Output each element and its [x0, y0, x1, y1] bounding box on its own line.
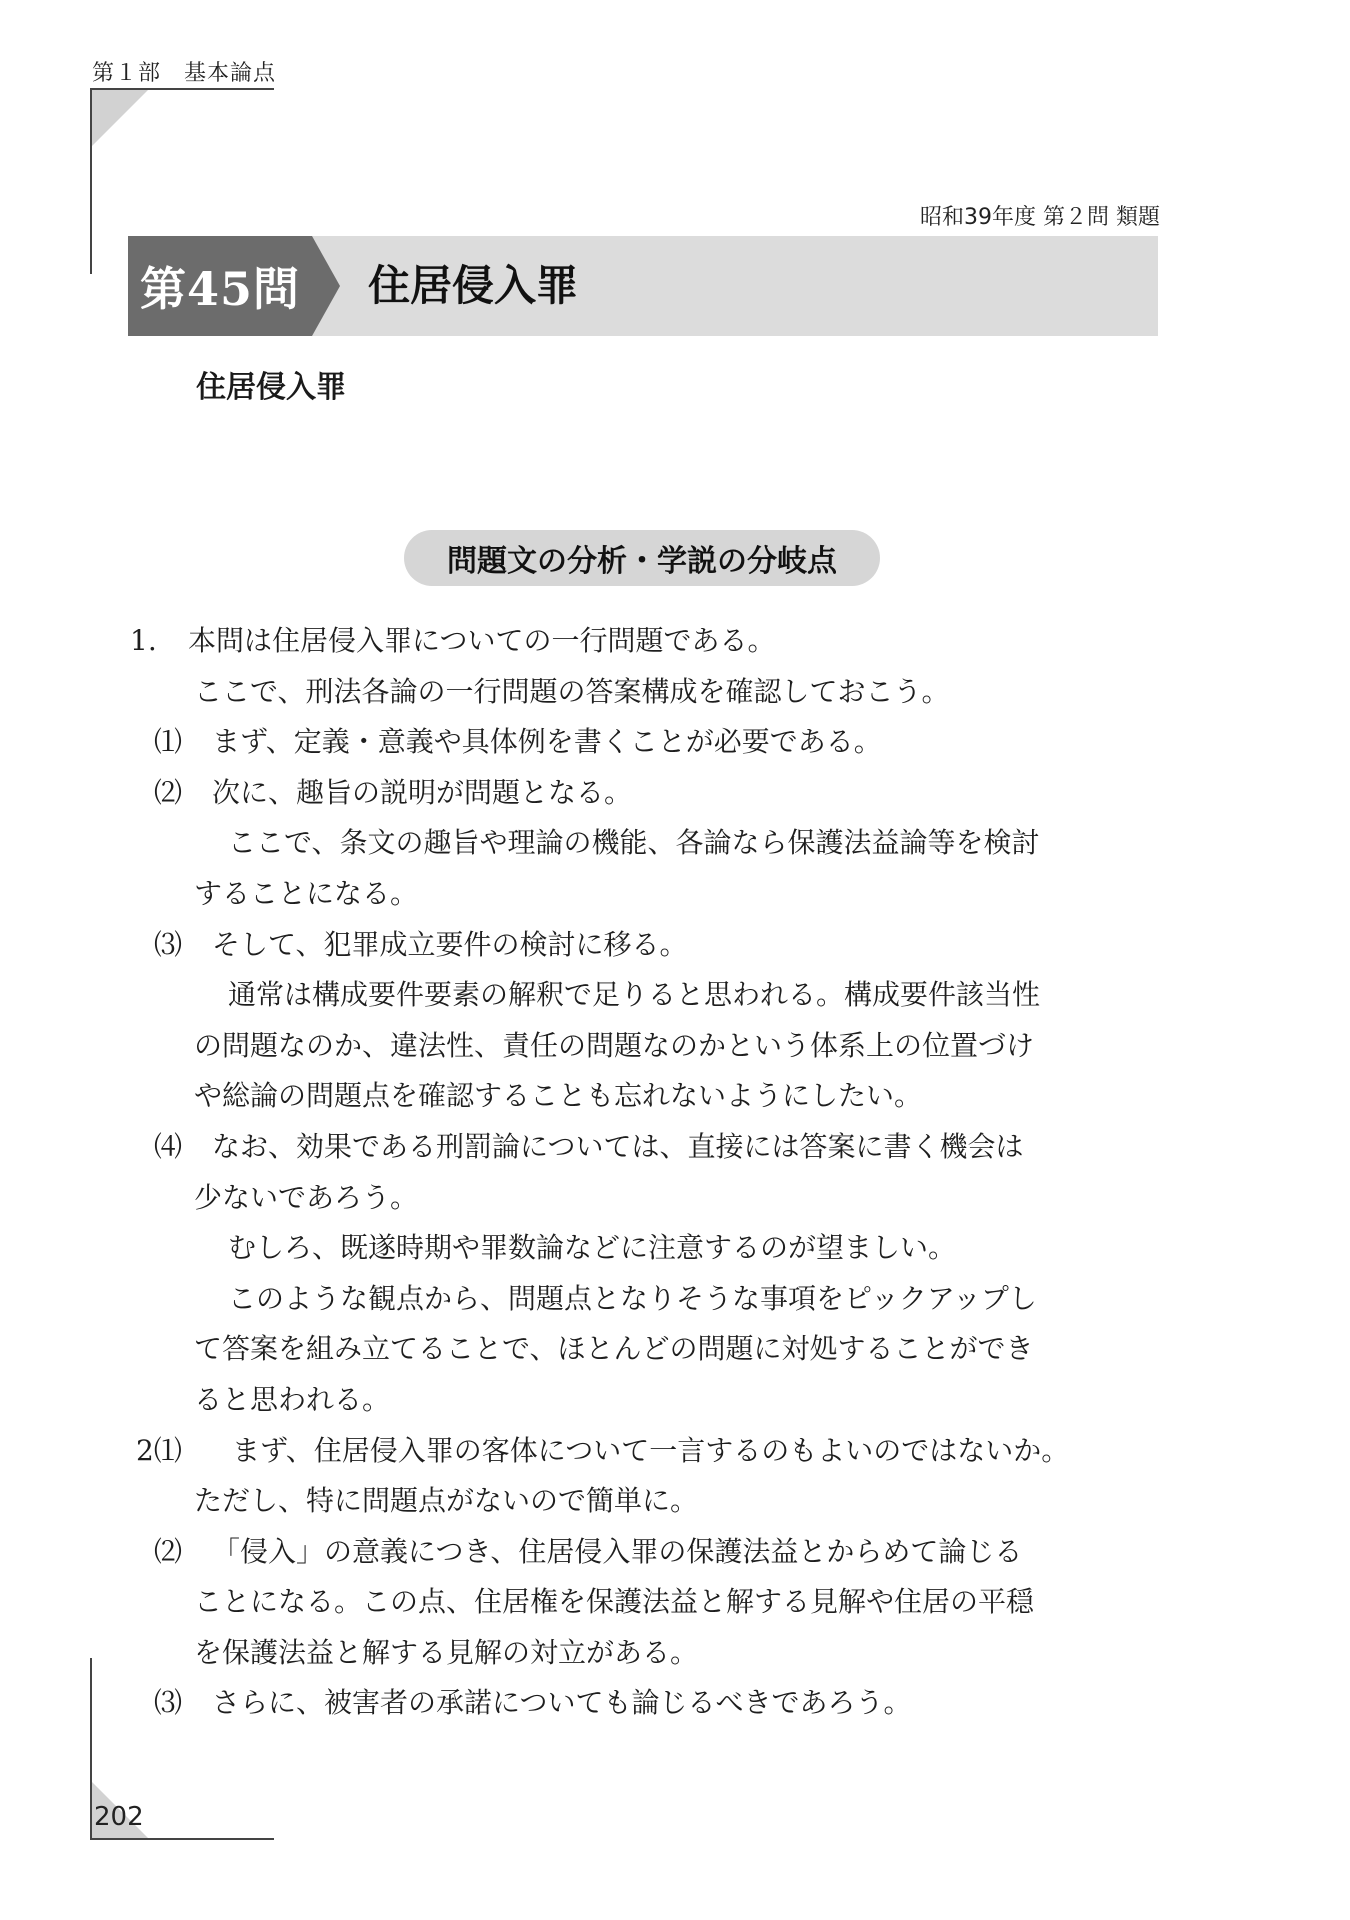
footer-rule-bottom: [90, 1838, 274, 1840]
page-number: 202: [94, 1802, 144, 1832]
text-line-content: さらに、被害者の承諾についても論じるべきであろう。: [212, 1686, 912, 1720]
text-line: て答案を組み立てることで、ほとんどの問題に対処することができ: [194, 1332, 1034, 1366]
text-line-content: まず、定義・意義や具体例を書くことが必要である。: [212, 725, 882, 759]
text-line: ことになる。この点、住居権を保護法益と解する見解や住居の平穏: [194, 1585, 1035, 1619]
source-note: 昭和39年度 第２問 類題: [920, 205, 1160, 230]
item-marker: 1.: [130, 624, 157, 657]
question-statement: 住居侵入罪: [196, 370, 346, 405]
section-heading-text: 問題文の分析・学説の分岐点: [447, 544, 837, 579]
chapter-label: 第１部 基本論点: [92, 61, 277, 86]
title-banner: [128, 236, 1158, 336]
text-line: [130, 920, 1160, 971]
header-corner-mark: [92, 90, 148, 146]
problem-number: 第45問: [139, 262, 300, 316]
item-marker: 2⑴: [136, 1433, 182, 1467]
title-arrow: [312, 236, 340, 336]
text-line: ただし、特に問題点がないので簡単に。: [194, 1484, 699, 1518]
sub-item-marker: ⑷: [154, 1129, 183, 1163]
text-line-content: 次に、趣旨の説明が問題となる。: [212, 775, 633, 809]
page-title: 住居侵入罪: [368, 261, 579, 310]
section-heading: [404, 530, 880, 586]
text-line-content: 本問は住居侵入罪についての一行問題である。: [188, 624, 776, 657]
text-line: [130, 768, 1160, 819]
text-line: の問題なのか、違法性、責任の問題なのかという体系上の位置づけ: [194, 1028, 1035, 1062]
text-line: を保護法益と解する見解の対立がある。: [194, 1635, 699, 1669]
text-line: このような観点から、問題点となりそうな事項をピックアップし: [228, 1281, 1037, 1315]
body-text: [130, 616, 1160, 1729]
text-line: や総論の問題点を確認することも忘れないようにしたい。: [194, 1079, 923, 1113]
text-line: することになる。: [194, 876, 419, 910]
text-line: [130, 1122, 1160, 1173]
text-line: [130, 1426, 1160, 1477]
text-line-content: なお、効果である刑罰論については、直接には答案に書く機会は: [212, 1129, 1024, 1163]
text-line: [130, 616, 1160, 667]
text-line-content: まず、住居侵入罪の客体について一言するのもよいのではないか。: [232, 1433, 1070, 1467]
sub-item-marker: ⑵: [154, 1534, 183, 1568]
title-number-box: [128, 236, 312, 336]
text-line-content: そして、犯罪成立要件の検討に移る。: [212, 927, 688, 961]
sub-item-marker: ⑶: [154, 927, 183, 961]
text-line: ここで、刑法各論の一行問題の答案構成を確認しておこう。: [194, 674, 950, 708]
text-line: 通常は構成要件要素の解釈で足りると思われる。構成要件該当性: [228, 978, 1041, 1012]
text-line: 少ないであろう。: [194, 1180, 419, 1214]
text-line: むしろ、既遂時期や罪数論などに注意するのが望ましい。: [228, 1231, 957, 1265]
text-line: ここで、条文の趣旨や理論の機能、各論なら保護法益論等を検討: [228, 826, 1040, 860]
text-line-content: 「侵入」の意義につき、住居侵入罪の保護法益とからめて論じる: [212, 1534, 1023, 1568]
text-line: [130, 717, 1160, 768]
text-line: ると思われる。: [194, 1382, 391, 1416]
sub-item-marker: ⑶: [154, 1686, 183, 1720]
text-line: [130, 1527, 1160, 1578]
sub-item-marker: ⑵: [154, 775, 183, 809]
text-line: [130, 1678, 1160, 1729]
sub-item-marker: ⑴: [154, 725, 183, 759]
